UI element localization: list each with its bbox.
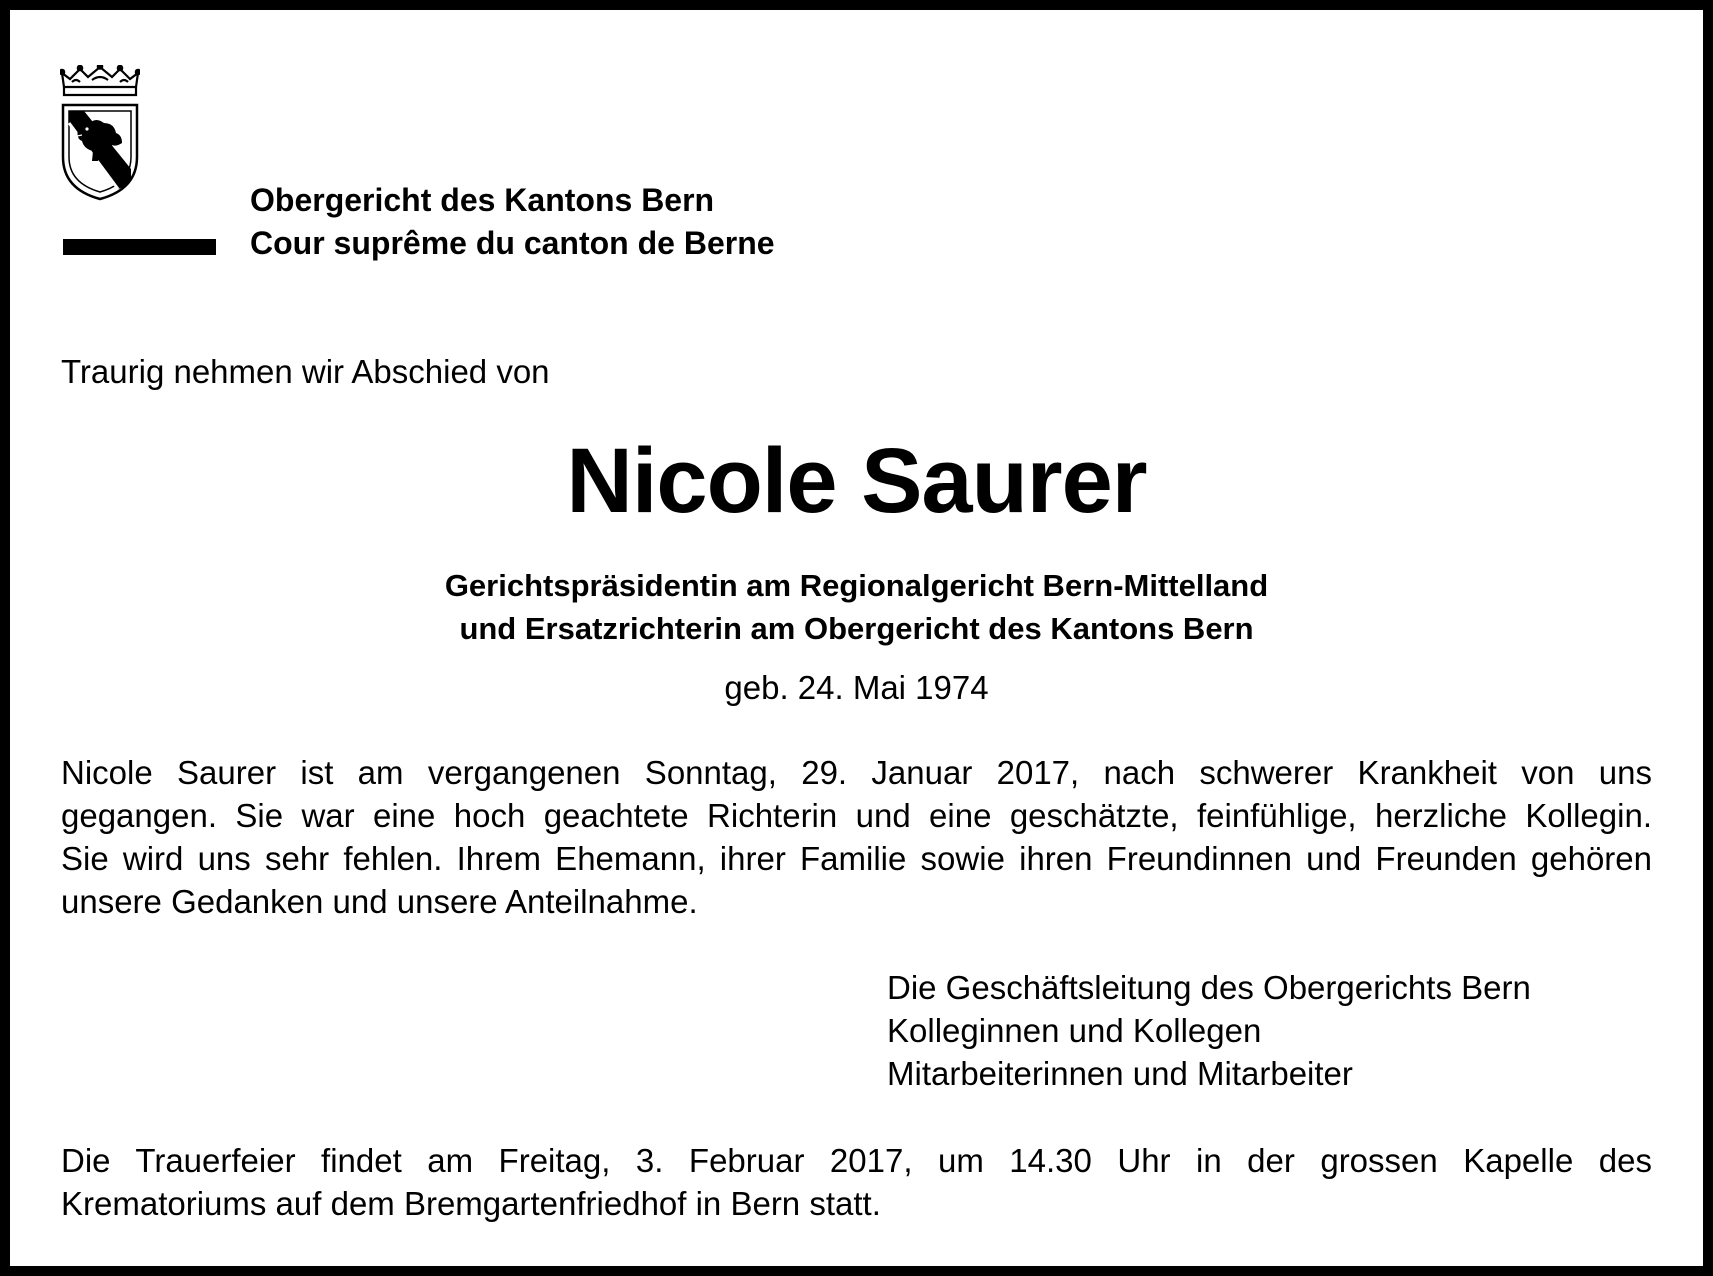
paragraph-line: Sie wird uns sehr fehlen. Ihrem Ehemann, ihrer Familie sowie ihren Freundinnen und Freunden gehören (61, 840, 1652, 877)
bern-coat-of-arms-icon (60, 65, 140, 201)
paragraph-line: unsere Gedanken und unsere Anteilnahme. (61, 883, 698, 920)
header-rule (63, 239, 216, 255)
signatory: Kolleginnen und Kollegen (887, 1012, 1262, 1049)
paragraph-line: Nicole Saurer ist am vergangenen Sonntag, 29. Januar 2017, nach schwerer Krankheit von uns (61, 754, 1652, 791)
court-name (250, 179, 775, 265)
deceased-name: Nicole Saurer (566, 430, 1147, 532)
intro-text: Traurig nehmen wir Abschied von (61, 353, 550, 390)
funeral-line: Krematoriums auf dem Bremgartenfriedhof in Bern statt. (61, 1185, 881, 1222)
birth-date: geb. 24. Mai 1974 (724, 669, 989, 706)
paragraph-line: gegangen. Sie war eine hoch geachtete Richterin und eine geschätzte, feinfühlige, herzliche Kollegin. (61, 797, 1652, 834)
signatory: Mitarbeiterinnen und Mitarbeiter (887, 1055, 1353, 1092)
role-line-2: und Ersatzrichterin am Obergericht des Kantons Bern (459, 611, 1254, 646)
obituary-paragraph (61, 751, 1652, 923)
court-name-french: Cour suprême du canton de Berne (250, 225, 775, 261)
role-line-1: Gerichtspräsidentin am Regionalgericht Bern-Mittelland (444, 568, 1269, 603)
funeral-info (61, 1139, 1652, 1225)
funeral-line: Die Trauerfeier findet am Freitag, 3. Februar 2017, um 14.30 Uhr in der grossen Kapelle des (61, 1142, 1652, 1179)
signatories (887, 966, 1531, 1095)
court-name-german: Obergericht des Kantons Bern (250, 182, 715, 218)
signatory: Die Geschäftsleitung des Obergerichts Bern (887, 969, 1531, 1006)
deceased-role (0, 564, 1713, 650)
